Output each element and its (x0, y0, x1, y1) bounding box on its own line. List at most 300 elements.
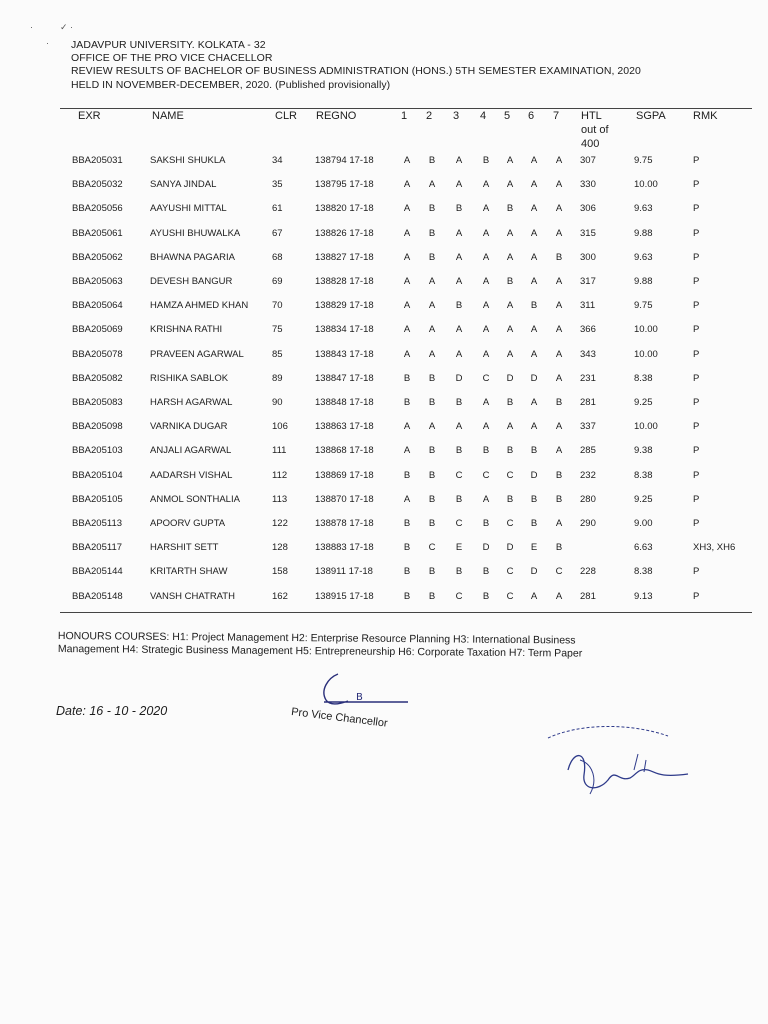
grade-h7: A (555, 276, 563, 287)
grade-h5: C (506, 566, 514, 578)
student-name: ANMOL SONTHALIA (150, 493, 240, 505)
col-htl-line2: out of (581, 124, 609, 136)
col-g2: 2 (426, 110, 433, 122)
grade-h2: A (428, 300, 436, 312)
grade-h7: A (555, 590, 563, 602)
grade-h2: A (428, 276, 436, 287)
class-roll: 122 (272, 518, 288, 529)
grade-h4: A (482, 227, 490, 239)
htl-total: 231 (580, 372, 596, 384)
grade-h1: B (403, 566, 411, 578)
grade-h2: B (428, 397, 436, 408)
svg-text:B: B (356, 692, 363, 703)
student-name: APOORV GUPTA (150, 518, 226, 529)
class-roll: 34 (272, 155, 283, 166)
grade-h3: A (455, 348, 463, 360)
grade-h4: A (482, 203, 490, 215)
grade-h4: C (482, 469, 490, 481)
exam-roll: BBA205069 (72, 324, 123, 336)
grade-h4: B (482, 445, 490, 457)
grade-h4: A (482, 348, 490, 360)
sgpa: 6.63 (634, 542, 653, 554)
htl-total: 300 (580, 251, 596, 263)
registration-no: 138878 17-18 (315, 518, 374, 529)
class-roll: 85 (272, 348, 283, 360)
grade-h7: A (555, 155, 563, 166)
remark: P (693, 469, 700, 481)
table-row (0, 247, 768, 271)
exam-roll: BBA205062 (72, 251, 123, 263)
class-roll: 90 (272, 397, 283, 408)
sgpa: 9.88 (634, 276, 653, 287)
remark: P (693, 445, 700, 457)
exam-roll: BBA205148 (72, 590, 123, 602)
table-row (0, 319, 768, 343)
grade-h1: B (403, 590, 411, 602)
grade-h7: B (555, 493, 563, 505)
grade-h5: B (506, 397, 514, 408)
registration-no: 138843 17-18 (315, 348, 374, 360)
grade-h1: A (403, 493, 411, 505)
exam-roll: BBA205144 (72, 566, 123, 578)
remark: P (693, 372, 700, 384)
table-row (0, 513, 768, 537)
col-g3: 3 (453, 110, 460, 122)
grade-h7: A (555, 445, 563, 457)
sgpa: 8.38 (634, 469, 653, 481)
grade-h4: A (482, 324, 490, 336)
grade-h6: A (530, 251, 538, 263)
col-htl-line3: 400 (581, 138, 600, 150)
grade-h5: A (506, 324, 514, 336)
grade-h1: B (403, 542, 411, 554)
remark: P (693, 324, 700, 336)
grade-h2: A (428, 179, 436, 191)
student-name: RISHIKA SABLOK (150, 372, 229, 384)
grade-h1: A (403, 324, 411, 336)
grade-h7: B (555, 542, 563, 554)
remark: P (693, 227, 700, 239)
grade-h4: B (482, 518, 490, 529)
student-name: BHAWNA PAGARIA (150, 251, 235, 263)
grade-h6: A (530, 348, 538, 360)
grade-h1: A (403, 421, 411, 433)
grade-h6: A (530, 590, 538, 602)
sgpa: 9.25 (634, 493, 653, 505)
registration-no: 138820 17-18 (315, 203, 374, 215)
col-g1: 1 (401, 110, 408, 122)
grade-h4: B (482, 566, 490, 578)
htl-total: 281 (580, 397, 596, 408)
table-row (0, 198, 768, 222)
sgpa: 9.88 (634, 227, 653, 239)
table-row (0, 416, 768, 440)
class-roll: 162 (272, 590, 288, 602)
sgpa: 9.00 (634, 518, 653, 529)
col-g5: 5 (504, 110, 511, 122)
table-row (0, 586, 768, 610)
col-sgpa: SGPA (636, 110, 666, 122)
grade-h4: D (482, 542, 490, 554)
remark: P (693, 493, 700, 505)
seal-and-signature (538, 720, 718, 810)
grade-h1: B (403, 372, 411, 384)
sgpa: 8.38 (634, 372, 653, 384)
exam-roll: BBA205103 (72, 445, 123, 457)
grade-h3: A (455, 179, 463, 191)
table-top-rule (60, 108, 752, 109)
remark: P (693, 348, 700, 360)
office-name: OFFICE OF THE PRO VICE CHACELLOR (71, 52, 273, 65)
grade-h7: B (555, 469, 563, 481)
document-title: REVIEW RESULTS OF BACHELOR OF BUSINESS ADMINISTRATION (HONS.) 5TH SEMESTER EXAMINATION, 2020 (71, 65, 641, 78)
grade-h6: A (530, 421, 538, 433)
grade-h3: A (455, 155, 463, 166)
grade-h4: A (482, 397, 490, 408)
registration-no: 138829 17-18 (315, 300, 374, 312)
table-row (0, 295, 768, 319)
grade-h7: A (555, 203, 563, 215)
htl-total: 330 (580, 179, 596, 191)
grade-h4: A (482, 493, 490, 505)
registration-no: 138834 17-18 (315, 324, 374, 336)
class-roll: 158 (272, 566, 288, 578)
student-name: KRISHNA RATHI (150, 324, 223, 336)
grade-h2: B (428, 493, 436, 505)
class-roll: 35 (272, 179, 283, 191)
table-row (0, 489, 768, 513)
grade-h2: B (428, 372, 436, 384)
student-name: ANJALI AGARWAL (150, 445, 232, 457)
grade-h1: A (403, 445, 411, 457)
remark: P (693, 179, 700, 191)
registration-no: 138795 17-18 (315, 179, 374, 191)
grade-h7: B (555, 251, 563, 263)
exam-roll: BBA205056 (72, 203, 123, 215)
grade-h4: C (482, 372, 490, 384)
sgpa: 10.00 (634, 324, 658, 336)
table-row (0, 368, 768, 392)
student-name: KRITARTH SHAW (150, 566, 228, 578)
grade-h2: A (428, 348, 436, 360)
htl-total: 366 (580, 324, 596, 336)
grade-h3: B (455, 445, 463, 457)
htl-total: 343 (580, 348, 596, 360)
exam-roll: BBA205117 (72, 542, 123, 554)
grade-h6: E (530, 542, 538, 554)
class-roll: 128 (272, 542, 288, 554)
class-roll: 113 (272, 493, 288, 505)
class-roll: 69 (272, 276, 283, 287)
class-roll: 111 (272, 445, 287, 457)
table-row (0, 174, 768, 198)
table-row (0, 392, 768, 416)
student-name: SANYA JINDAL (150, 179, 217, 191)
grade-h2: B (428, 203, 436, 215)
grade-h4: A (482, 276, 490, 287)
document-subtitle: HELD IN NOVEMBER-DECEMBER, 2020. (Published provisionally) (71, 78, 391, 91)
sgpa: 10.00 (634, 179, 658, 191)
grade-h5: C (506, 518, 514, 529)
grade-h6: A (530, 227, 538, 239)
table-header (0, 110, 768, 152)
student-name: AADARSH VISHAL (150, 469, 233, 481)
table-bottom-rule (60, 612, 752, 613)
htl-total: 232 (580, 469, 596, 481)
remark: P (693, 300, 700, 312)
class-roll: 75 (272, 324, 283, 336)
exam-roll: BBA205031 (72, 155, 123, 166)
grade-h1: A (403, 348, 411, 360)
table-row (0, 150, 768, 174)
table-row (0, 440, 768, 464)
table-row (0, 561, 768, 585)
exam-roll: BBA205105 (72, 493, 123, 505)
grade-h5: A (506, 348, 514, 360)
registration-no: 138911 17-18 (315, 566, 373, 578)
grade-h1: A (403, 227, 411, 239)
htl-total: 317 (580, 276, 596, 287)
grade-h3: B (455, 493, 463, 505)
grade-h5: A (506, 155, 514, 166)
exam-roll: BBA205098 (72, 421, 123, 433)
grade-h5: A (506, 251, 514, 263)
scan-mark: ✓ · (60, 22, 74, 32)
sgpa: 9.13 (634, 590, 653, 602)
scan-mark: · (46, 38, 49, 48)
grade-h5: A (506, 300, 514, 312)
student-name: SAKSHI SHUKLA (150, 155, 226, 166)
grade-h2: B (428, 251, 436, 263)
grade-h1: A (403, 276, 411, 287)
grade-h7: C (555, 566, 563, 578)
grade-h2: B (428, 469, 436, 481)
table-row (0, 537, 768, 561)
col-clr: CLR (275, 110, 298, 122)
registration-no: 138848 17-18 (315, 397, 374, 408)
grade-h5: B (506, 493, 514, 505)
grade-h2: C (428, 542, 436, 554)
sgpa: 9.38 (634, 445, 653, 457)
grade-h3: C (455, 469, 463, 481)
grade-h5: A (506, 421, 514, 433)
grade-h3: E (455, 542, 463, 554)
grade-h3: D (455, 372, 463, 384)
registration-no: 138847 17-18 (315, 372, 374, 384)
grade-h5: B (506, 276, 514, 287)
grade-h3: B (455, 203, 463, 215)
student-name: VANSH CHATRATH (150, 590, 235, 602)
grade-h3: A (455, 227, 463, 239)
grade-h2: B (428, 518, 436, 529)
class-roll: 106 (272, 421, 288, 433)
grade-h7: A (555, 227, 563, 239)
grade-h2: B (428, 155, 436, 166)
table-row (0, 223, 768, 247)
grade-h6: B (530, 493, 538, 505)
remark: P (693, 276, 700, 287)
grade-h2: B (428, 590, 436, 602)
table-row (0, 465, 768, 489)
exam-roll: BBA205104 (72, 469, 123, 481)
table-row (0, 271, 768, 295)
signatory-title: Pro Vice Chancellor (290, 706, 389, 730)
sgpa: 10.00 (634, 348, 658, 360)
grade-h1: A (403, 251, 411, 263)
remark: P (693, 518, 700, 529)
grade-h1: A (403, 300, 411, 312)
registration-no: 138827 17-18 (315, 251, 374, 263)
registration-no: 138868 17-18 (315, 445, 374, 457)
grade-h3: B (455, 300, 463, 312)
student-name: AYUSHI BHUWALKA (150, 227, 241, 239)
grade-h6: B (530, 518, 538, 529)
grade-h4: A (482, 300, 490, 312)
htl-total: 337 (580, 421, 596, 433)
htl-total: 290 (580, 518, 596, 529)
grade-h3: B (455, 397, 463, 408)
registration-no: 138826 17-18 (315, 227, 374, 239)
student-name: HAMZA AHMED KHAN (150, 300, 249, 312)
remark: P (693, 251, 700, 263)
col-g7: 7 (553, 110, 560, 122)
exam-roll: BBA205083 (72, 397, 123, 408)
grade-h5: C (506, 469, 514, 481)
grade-h2: B (428, 566, 436, 578)
htl-total: 315 (580, 227, 596, 239)
grade-h6: A (530, 397, 538, 408)
grade-h1: A (403, 155, 411, 166)
grade-h7: A (555, 518, 563, 529)
grade-h5: B (506, 203, 514, 215)
registration-no: 138869 17-18 (315, 469, 374, 481)
grade-h5: B (506, 445, 514, 457)
grade-h3: C (455, 590, 463, 602)
grade-h6: D (530, 566, 538, 578)
grade-h5: A (506, 179, 514, 191)
student-name: HARSH AGARWAL (150, 397, 233, 408)
class-roll: 61 (272, 203, 283, 215)
grade-h5: C (506, 590, 514, 602)
remark: XH3, XH6 (693, 542, 736, 554)
grade-h7: A (555, 179, 563, 191)
grade-h2: A (428, 324, 436, 336)
col-htl: HTL (581, 110, 602, 122)
remark: P (693, 155, 700, 166)
exam-roll: BBA205032 (72, 179, 123, 191)
grade-h6: A (530, 179, 538, 191)
sgpa: 9.75 (634, 300, 653, 312)
university-name: JADAVPUR UNIVERSITY. KOLKATA - 32 (71, 39, 266, 51)
col-g4: 4 (480, 110, 487, 122)
grade-h4: B (482, 590, 490, 602)
grade-h2: B (428, 445, 436, 457)
col-name: NAME (152, 110, 184, 122)
grade-h1: B (403, 518, 411, 529)
issue-date: Date: 16 - 10 - 2020 (56, 704, 168, 718)
remark: P (693, 421, 700, 433)
class-roll: 68 (272, 251, 283, 263)
class-roll: 67 (272, 227, 283, 239)
grade-h6: D (530, 372, 538, 384)
remark: P (693, 590, 700, 602)
htl-total: 285 (580, 445, 596, 457)
col-regno: REGNO (316, 110, 357, 122)
registration-no: 138870 17-18 (315, 493, 374, 505)
col-exr: EXR (78, 110, 101, 122)
remark: P (693, 566, 700, 578)
grade-h5: D (506, 372, 514, 384)
grade-h2: A (428, 421, 436, 433)
honours-line-1: HONOURS COURSES: H1: Project Management H2: Enterprise Resource Planning H3: International Business (57, 630, 576, 647)
honours-line-2: Management H4: Strategic Business Management H5: Entrepreneurship H6: Corporate Taxation H7: Term Paper (57, 643, 583, 660)
grade-h3: A (455, 421, 463, 433)
grade-h7: B (555, 397, 563, 408)
class-roll: 70 (272, 300, 283, 312)
grade-h7: A (555, 348, 563, 360)
grade-h7: A (555, 324, 563, 336)
grade-h3: B (455, 566, 463, 578)
class-roll: 89 (272, 372, 283, 384)
grade-h4: A (482, 251, 490, 263)
student-name: VARNIKA DUGAR (150, 421, 228, 433)
htl-total: 228 (580, 566, 596, 578)
exam-roll: BBA205061 (72, 227, 123, 239)
registration-no: 138794 17-18 (315, 155, 374, 166)
grade-h7: A (555, 300, 563, 312)
grade-h6: D (530, 469, 538, 481)
grade-h5: D (506, 542, 514, 554)
registration-no: 138828 17-18 (315, 276, 374, 287)
exam-roll: BBA205078 (72, 348, 123, 360)
grade-h6: A (530, 203, 538, 215)
htl-total: 306 (580, 203, 596, 215)
grade-h6: B (530, 445, 538, 457)
table-row (0, 344, 768, 368)
exam-roll: BBA205113 (72, 518, 123, 529)
registration-no: 138883 17-18 (315, 542, 374, 554)
remark: P (693, 203, 700, 215)
grade-h1: A (403, 179, 411, 191)
sgpa: 9.63 (634, 251, 653, 263)
sgpa: 9.75 (634, 155, 653, 166)
remark: P (693, 397, 700, 408)
exam-roll: BBA205064 (72, 300, 123, 312)
student-name: AAYUSHI MITTAL (150, 203, 227, 215)
grade-h3: A (455, 251, 463, 263)
grade-h1: A (403, 203, 411, 215)
sgpa: 8.38 (634, 566, 653, 578)
exam-roll: BBA205063 (72, 276, 123, 287)
document-header (71, 39, 641, 92)
sgpa: 9.63 (634, 203, 653, 215)
col-rmk: RMK (693, 110, 718, 122)
grade-h6: B (530, 300, 538, 312)
sgpa: 9.25 (634, 397, 653, 408)
registration-no: 138915 17-18 (315, 590, 374, 602)
grade-h7: A (555, 372, 563, 384)
honours-courses-note (57, 630, 758, 660)
grade-h3: C (455, 518, 463, 529)
htl-total: 311 (580, 300, 596, 312)
grade-h6: A (530, 324, 538, 336)
grade-h3: A (455, 324, 463, 336)
grade-h6: A (530, 276, 538, 287)
grade-h1: B (403, 469, 411, 481)
class-roll: 112 (272, 469, 288, 481)
student-name: DEVESH BANGUR (150, 276, 233, 287)
exam-roll: BBA205082 (72, 372, 123, 384)
